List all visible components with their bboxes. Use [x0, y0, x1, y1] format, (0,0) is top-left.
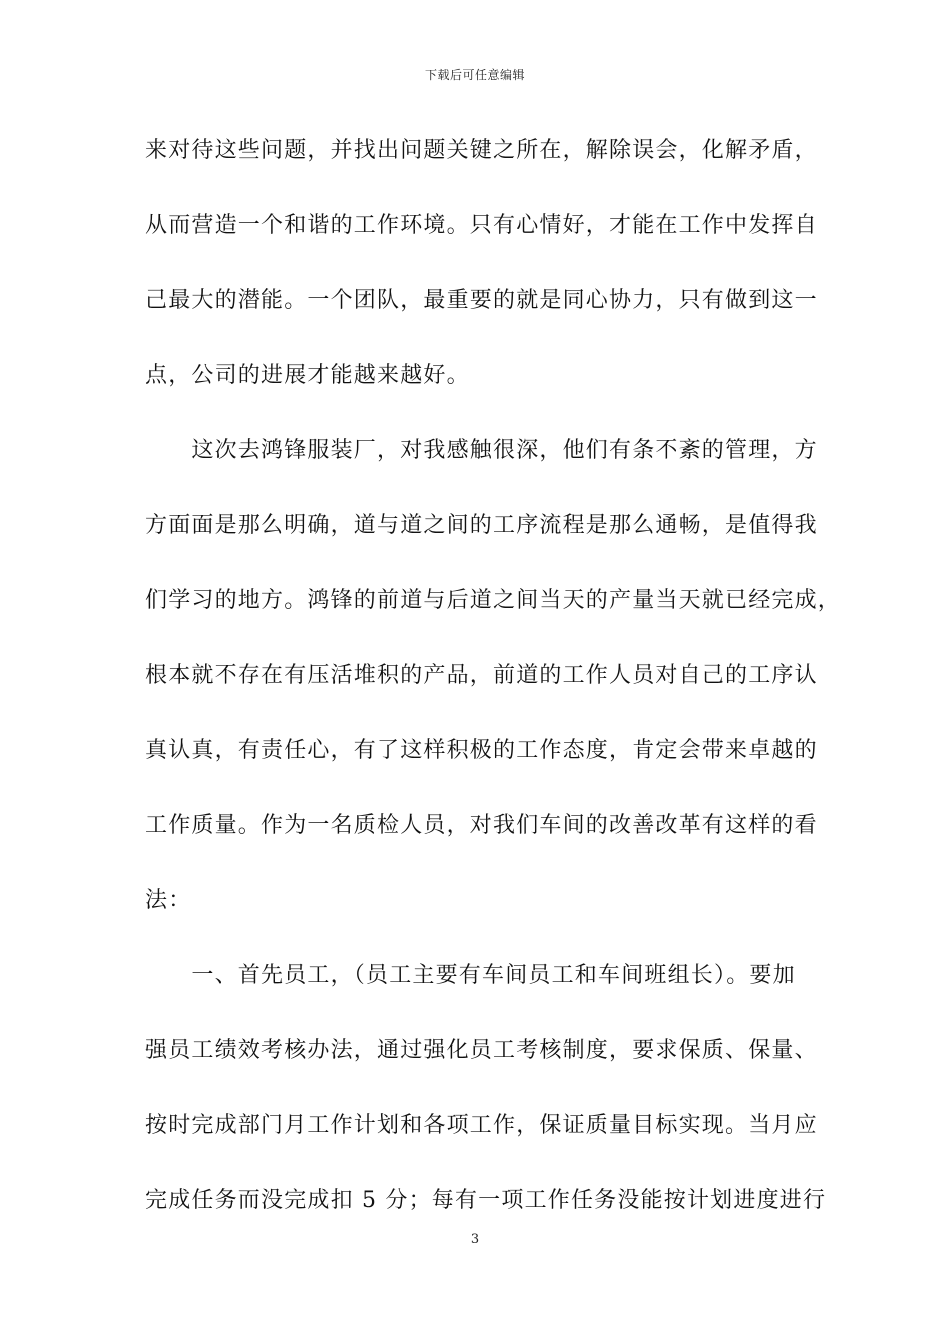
text-line: 这次去鸿锋服装厂，对我感触很深，他们有条不紊的管理，方 — [145, 438, 818, 463]
text-line: 真认真，有责任心，有了这样积极的工作态度，肯定会带来卓越的 — [145, 738, 818, 763]
text-line: 一、首先员工，（员工主要有车间员工和车间班组长）。要加 — [145, 963, 796, 988]
text-line: 们学习的地方。鸿锋的前道与后道之间当天的产量当天就已经完成， — [145, 588, 842, 613]
text-line: 来对待这些问题，并找出问题关键之所在，解除误会，化解矛盾， — [145, 138, 818, 163]
text-line: 按时完成部门月工作计划和各项工作，保证质量目标实现。当月应 — [145, 1113, 818, 1138]
text-line: 工作质量。作为一名质检人员，对我们车间的改善改革有这样的看 — [145, 813, 818, 838]
text-line: 法： — [145, 888, 192, 913]
page-header: 下载后可任意编辑 — [424, 68, 525, 82]
text-line: 从而营造一个和谐的工作环境。只有心情好，才能在工作中发挥自 — [145, 213, 818, 238]
page-number: 3 — [470, 1232, 480, 1247]
text-line: 点，公司的进展才能越来越好。 — [145, 363, 470, 388]
text-line: 己最大的潜能。一个团队，最重要的就是同心协力，只有做到这一 — [145, 288, 818, 313]
text-line: 根本就不存在有压活堆积的产品，前道的工作人员对自己的工序认 — [145, 663, 818, 688]
text-line: 完成任务而没完成扣 5 分；每有一项工作任务没能按计划进度进行 — [145, 1188, 827, 1213]
text-line: 方面面是那么明确，道与道之间的工序流程是那么通畅，是值得我 — [145, 513, 818, 538]
text-line: 强员工绩效考核办法，通过强化员工考核制度，要求保质、保量、 — [145, 1038, 818, 1063]
